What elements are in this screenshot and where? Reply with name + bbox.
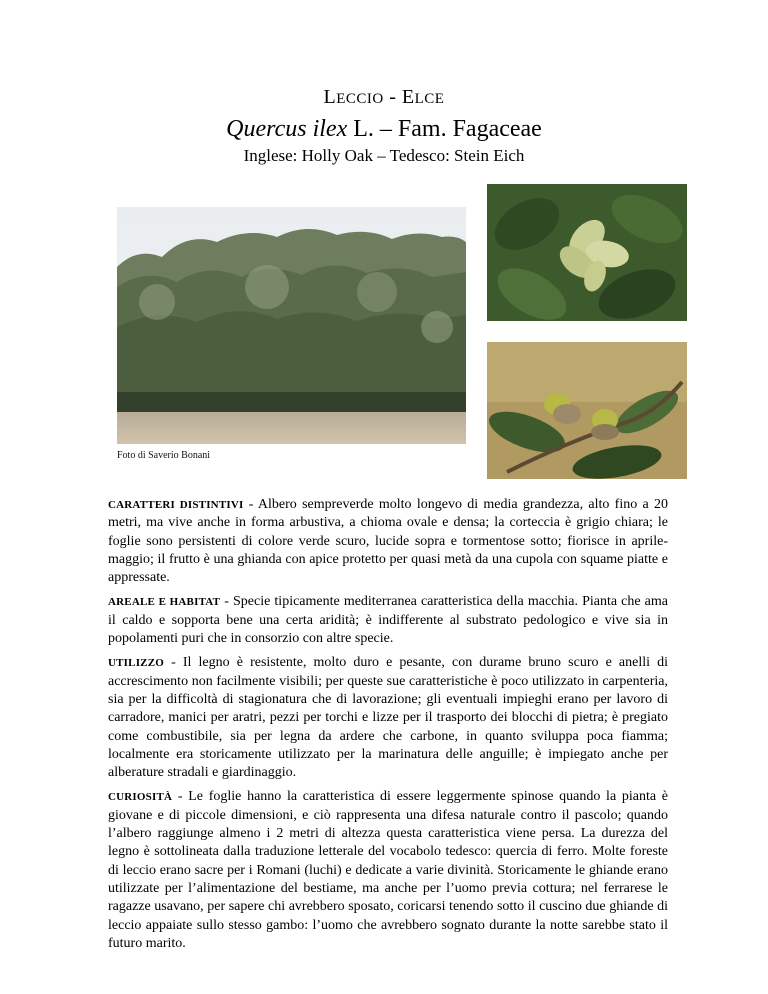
title-rest-1: ECCIO xyxy=(336,91,384,107)
section-text: - Albero sempreverde molto longevo di media grandezza, alto fino a 20 metri, ma vive anche in forma arbustiva, a chioma ovale e densa; la corteccia è grigio chiara; le foglie sono persistenti di colore verde scuro, lucide sopra e tormentose sotto; fiorisce in aprile-maggio; il frutto è una ghianda con apice protetto per quasi metà da una cupola con squame piatte e appressate. xyxy=(108,497,668,586)
section-heading: UTILIZZO xyxy=(108,657,165,670)
section-heading: CARATTERI DISTINTIVI xyxy=(108,499,244,511)
common-names: Inglese: Holly Oak – Tedesco: Stein Eich xyxy=(243,146,525,165)
author-family: L. – Fam. Fagaceae xyxy=(347,116,542,142)
section-utilizzo xyxy=(108,654,668,782)
title-block xyxy=(0,84,768,167)
body-text xyxy=(108,496,668,959)
section-text: - Le foglie hanno la caratteristica di essere leggermente spinose quando la pianta è giovane e di piccole dimensioni, e ciò rappresenta una difesa naturale contro il pascolo; quando l’albero raggiunge almeno i 2 metri di altezza questa caratteristica viene persa. La durezza del legno è sottolineata dalla traduzione letterale del vocabolo tedesco: quercia di ferro. Molte foreste di leccio erano sacre per i Romani (luchi) e dedicate a varie divinità. Storicamente le ghiande erano utilizzate per l’alimentazione del bestiame, ma anche per l’uomo previa cottura; nel ferrarese le ragazze usavano, per sapere chi avrebbero sposato, coricarsi tenendo sotto il cuscino due ghiande di leccio appaiate sullo stesso gambo: l’uomo che avrebbero sognato durante la notte sarebbe stato il futuro marito. xyxy=(108,789,668,951)
section-heading: CURIOSITÀ xyxy=(108,791,173,804)
scientific-name: Quercus ilex xyxy=(226,116,348,142)
forest-photo xyxy=(117,207,466,444)
title-separator: - xyxy=(383,86,402,108)
section-curiosita xyxy=(108,788,668,953)
section-heading: AREALE E HABITAT xyxy=(108,596,221,609)
leaves-photo xyxy=(487,184,687,321)
page-title xyxy=(0,84,768,112)
section-caratteri xyxy=(108,496,668,587)
section-text: - Il legno è resistente, molto duro e pesante, con durame bruno scuro e anelli di accrescimento non facilmente visibili; per queste sue caratteristiche è poco utilizzato in carpenteria, sia per la difficoltà di stagionatura che di lavorazione; gli eventuali impieghi erano per lavoro di carradore, manici per aratri, pezzi per torchi e lizze per il trasporto dei blocchi di pietra; è pregiato come combustibile, sia per legna da ardere che carbone, in quanto sviluppa poca fiamma; localmente era storicamente utilizzato per la marinatura delle anguille; è impiegato anche per alberature stradali e giardinaggio. xyxy=(108,655,668,781)
species-name xyxy=(0,114,768,144)
title-initial-1: L xyxy=(323,86,337,108)
acorns-photo xyxy=(487,342,687,479)
title-initial-2: E xyxy=(401,86,415,108)
section-areale xyxy=(108,593,668,648)
photo-credit: Foto di Saverio Bonani xyxy=(117,450,211,461)
title-rest-2: LCE xyxy=(414,91,445,107)
section-text: - Specie tipicamente mediterranea caratteristica della macchia. Pianta che ama il caldo e sopporta bene una certa aridità; è indifferente al substrato pedologico e vive sia in popolamenti puri che in consorzio con altre specie. xyxy=(108,594,668,647)
